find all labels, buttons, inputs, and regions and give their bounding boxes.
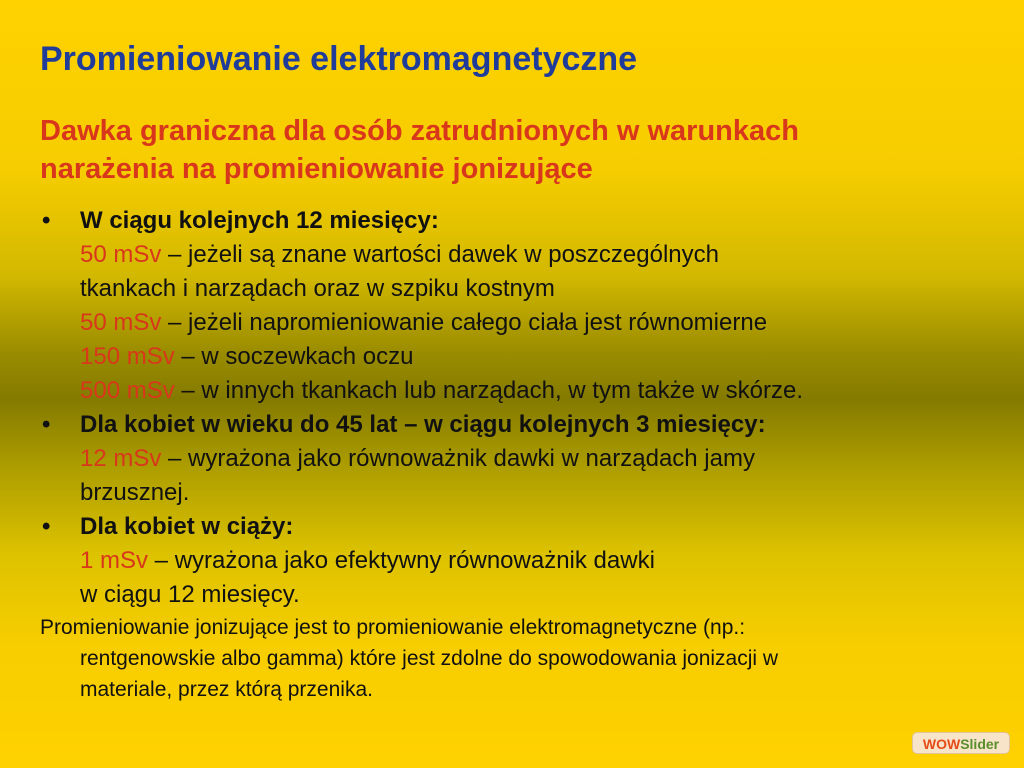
dose-line (80, 374, 1000, 408)
dose-value: 1 mSv (80, 547, 149, 574)
slide-subtitle (40, 112, 980, 188)
note-line-3: materiale, przez którą przenika. (80, 678, 373, 701)
dose-text: brzusznej. (80, 479, 190, 506)
dose-line (80, 340, 1000, 374)
bullet-women-under-45 (40, 408, 1000, 510)
logo-part-slider: Slider (960, 736, 1000, 752)
logo-part-wow: WOW (922, 736, 961, 752)
note-line-1: Promieniowanie jonizujące jest to promieniowanie elektromagnetyczne (np.: (40, 616, 746, 639)
bullet-dot: • (42, 207, 51, 234)
dose-text: w ciągu 12 miesięcy. (80, 581, 300, 608)
wowslider-logo[interactable] (912, 732, 1010, 754)
bullet-dot: • (42, 513, 51, 540)
dose-line (80, 578, 1000, 612)
bullet-12-months (40, 204, 1000, 408)
slide-title: Promieniowanie elektromagnetyczne (40, 40, 638, 78)
dose-text: – wyrażona jako efektywny równoważnik dawki (148, 547, 655, 574)
bullet-heading: Dla kobiet w ciąży: (80, 513, 294, 540)
dose-text: – w soczewkach oczu (174, 343, 414, 370)
dose-line (80, 544, 1000, 578)
dose-text: – jeżeli napromieniowanie całego ciała jest równomierne (161, 309, 768, 336)
dose-value: 150 mSv (80, 343, 175, 370)
dose-line (80, 272, 1000, 306)
dose-text: – w innych tkankach lub narządach, w tym także w skórze. (174, 377, 803, 404)
bullet-dot: • (42, 411, 51, 438)
dose-text: – wyrażona jako równoważnik dawki w narządach jamy (161, 445, 755, 472)
dose-value: 12 mSv (80, 445, 162, 472)
bullet-heading: W ciągu kolejnych 12 miesięcy: (80, 207, 439, 234)
subtitle-line-2: narażenia na promieniowanie jonizujące (40, 153, 593, 185)
bullet-pregnant-women (40, 510, 1000, 612)
note-line-2: rentgenowskie albo gamma) które jest zdolne do spowodowania jonizacji w (80, 647, 779, 670)
dose-line (80, 306, 1000, 340)
dose-line (80, 476, 1000, 510)
dose-line (80, 442, 1000, 476)
dose-line (80, 238, 1000, 272)
dose-text: – jeżeli są znane wartości dawek w poszczególnych (161, 241, 719, 268)
dose-value: 50 mSv (80, 309, 162, 336)
dose-text: tkankach i narządach oraz w szpiku kostnym (80, 275, 555, 302)
subtitle-line-1: Dawka graniczna dla osób zatrudnionych w warunkach (40, 115, 799, 147)
slide-content (40, 204, 1000, 705)
dose-value: 500 mSv (80, 377, 175, 404)
definition-note (40, 612, 1000, 705)
bullet-heading: Dla kobiet w wieku do 45 lat – w ciągu kolejnych 3 miesięcy: (80, 411, 766, 438)
dose-value: 50 mSv (80, 241, 162, 268)
